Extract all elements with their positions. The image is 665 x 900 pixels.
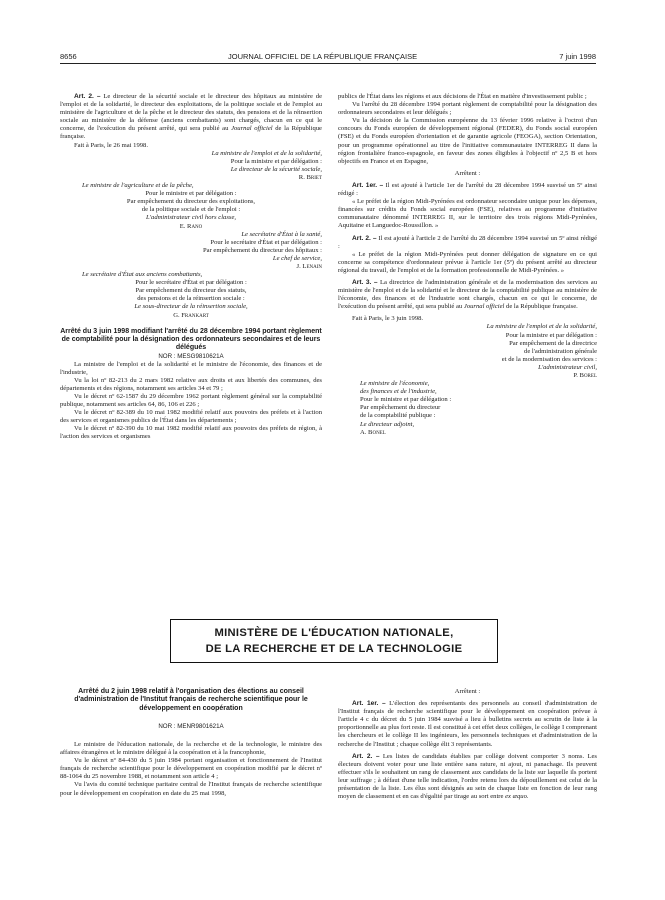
arrete-visas xyxy=(60,741,322,798)
signature-line: Par empêchement du directeur des hôpitaux : xyxy=(202,246,322,254)
paragraph: Vu le décret nº 84-430 du 5 juin 1984 portant organisation et fonctionnement de l'Institut français de recherche scientifique pour le développement en coopération modifié par le décret nº 88-1064 du 25 novembre 1988, et notamment son article 4 ; xyxy=(60,757,322,781)
signature-line: L'administrateur civil hors classe, xyxy=(145,214,237,222)
ministry-line-1: MINISTÈRE DE L'ÉDUCATION NATIONALE, xyxy=(214,627,454,639)
article-1-paragraph: Art. 1er. – Il est ajouté à l'article 1er de l'arrêté du 28 décembre 1994 susvisé un 5º ainsi rédigé : xyxy=(338,181,597,198)
signature-line: de la politique sociale et de l'emploi : xyxy=(141,206,241,214)
signature-line: La ministre de l'emploi et de la solidarité, xyxy=(486,323,597,331)
signature-line: Le chef de service, xyxy=(272,254,322,262)
done-at-line: Fait à Paris, le 3 juin 1998. xyxy=(352,315,424,323)
visas xyxy=(338,101,597,166)
signature-block xyxy=(60,150,322,320)
journal-title: JOURNAL OFFICIEL DE LA RÉPUBLIQUE FRANÇAISE xyxy=(228,52,418,61)
signature-line: E. Rano xyxy=(179,222,203,230)
signature-line: Pour la ministre et par délégation : xyxy=(230,157,322,165)
signature-line: G. Frankart xyxy=(173,311,209,319)
article-1-quote: « Le préfet de la région Midi-Pyrénées est ordonnateur secondaire unique pour les dépenses, financées sur crédits du Fonds social européen (FSE), relatives au programme d'initiative communautaire dénommé INTERREG II, sur le territoire des trois régions Midi-Pyrénées, Aquitaine et Languedoc-Roussillon. » xyxy=(338,198,597,230)
nor-reference: NOR : MESG9810621A xyxy=(158,352,224,360)
left-column-bottom xyxy=(60,688,322,798)
signature-line: Par empêchement du directeur des exploitations, xyxy=(126,198,256,206)
signature-line: Pour le ministre et par délégation : xyxy=(360,396,452,404)
article-2-paragraph: Art. 2. – Il est ajouté à l'article 2 de l'arrêté du 28 décembre 1994 susvisé un 5º ainsi rédigé : xyxy=(338,234,598,250)
signature-line: et de la modernisation des services : xyxy=(501,355,597,363)
paragraph: Vu le décret nº 82-390 du 10 mai 1982 modifié relatif aux pouvoirs des préfets de région, à l'action des services et organismes xyxy=(60,425,322,441)
signature-line: Pour le ministre et par délégation : xyxy=(145,190,237,198)
signature-line: L'administrateur civil, xyxy=(538,363,597,371)
signature-line: Le sous-directeur de la réinsertion sociale, xyxy=(134,303,248,311)
nor-reference: NOR : MENR9801621A xyxy=(158,722,224,730)
right-column-bottom xyxy=(338,688,597,801)
arrete-title: Arrêté du 2 juin 1998 relatif à l'organisation des élections au conseil d'administration de l'Institut français de recherche scientifique pour le développement en coopération xyxy=(74,688,308,712)
signature-line: La ministre de l'emploi et de la solidarité, xyxy=(211,149,322,157)
issue-date: 7 juin 1998 xyxy=(559,52,596,61)
article-1-paragraph: Art. 1er. – L'élection des représentants des personnels au conseil d'administration de l'Institut français de recherche scientifique pour le développement en coopération prévue à l'article 4 c du décret du 5 juin 1984 susvisé a lieu à bulletins secrets au scrutin de liste à la proportionnelle au plus fort reste. Il est constitué à cet effet deux collèges, le collège I comprenant les chercheurs et le collège II les ingénieurs, les personnels techniques et d'administration de la recherche de l'Institut ; chaque collège élit 3 représentants. xyxy=(338,700,597,748)
signature-line: de la comptabilité publique : xyxy=(360,412,436,420)
article-2-paragraph: Art. 2. – Les listes de candidats établies par collège doivent comporter 3 noms. Les électeurs doivent voter pour une liste entière sans rature, ni ajout, ni panachage. Ils peuvent effectuer s'ils le souhaitent un rang de classement aux candidats de la liste sur laquelle ils portent leur suffrage ; à défaut d'une telle indication, l'ordre retenu lors du dépouillement est celui de la présentation de la liste. Les élus sont désignés au sein de chaque liste en fonction de leur rang moyen de classement et en cas d'égalité par tirage au sort entre ex æquo. xyxy=(338,752,597,801)
signature-line: Le ministre de l'économie, xyxy=(360,380,430,388)
signature-line: Pour le secrétaire d'État et par délégation : xyxy=(135,279,247,287)
signature-line: Le secrétaire d'État à la santé, xyxy=(241,230,322,238)
paragraph: Vu la décision de la Commission européenne du 13 février 1996 relative à l'octroi d'un concours du Fonds européen de développement régional (FEDER), du Fonds social européen (FSE) et du Fonds européen d'orientation et de garantie agricole (FEOGA), section Orientation, pour un programme opérationnel au titre de l'initiative communautaire INTERREG II dans la région frontalière franco-espagnole, en faveur des zones éligibles à l'objectif nº 2,5 B et hors objectifs en France et en Espagne, xyxy=(338,117,597,165)
signature-line: R. Briet xyxy=(298,173,322,181)
article-2-quote: « Le préfet de la région Midi-Pyrénées peut donner délégation de signature en ce qui concerne sa compétence d'ordonnateur prévue à l'article 1er (5º) du présent arrêté au directeur régional du travail, de l'emploi et de la formation professionnelle de Midi-Pyrénées. » xyxy=(338,250,597,274)
header-rule xyxy=(60,63,596,64)
arretent-heading: Arrêtent : xyxy=(454,169,481,177)
signature-line: Par empêchement du directeur des statuts, xyxy=(135,287,247,295)
signature-line: A. Bonel xyxy=(360,428,386,436)
signature-block xyxy=(338,323,597,436)
article-2-paragraph: Art. 2. – Le directeur de la sécurité sociale et le directeur des hôpitaux au ministère de l'emploi et de la solidarité, le directeur des exploitations, de la politique sociale et de l'emploi au ministère de l'agriculture et de la pêche et le directeur des statuts, des pensions et de la réinsertion sociale au ministère de la défense (anciens combattants) sont chargés, chacun en ce qui le concerne, de l'exécution du présent arrêté, qui sera publié au Journal officiel de la République française. xyxy=(60,93,322,141)
article-3-paragraph: Art. 3. – La directrice de l'administration générale et de la modernisation des services au ministère de l'emploi et de la solidarité et le directeur de la comptabilité publique au ministère de l'économie, des finances et de l'industrie sont chargés, chacun en ce qui le concerne, de l'exécution du présent arrêté, qui sera publié au Journal officiel de la République française. xyxy=(338,278,598,311)
arretent-heading: Arrêtent : xyxy=(454,688,481,695)
paragraph: Vu le décret nº 62-1587 du 29 décembre 1962 portant règlement général sur la comptabilité publique, notamment ses articles 64, 86, 106 et 226 ; xyxy=(60,392,322,409)
signature-line: J. Lenain xyxy=(296,262,322,270)
paragraph: Vu la loi nº 82-213 du 2 mars 1982 relative aux droits et aux libertés des communes, des départements et des régions, notamment ses articles 34 et 79 ; xyxy=(60,376,322,392)
arrete-visas xyxy=(60,361,322,442)
right-column-top xyxy=(338,93,597,437)
signature-line: de l'administration générale xyxy=(524,347,597,355)
paragraph: Vu l'avis du comité technique paritaire central de l'Institut français de recherche scientifique pour le développement en coopération en date du 25 mai 1998, xyxy=(60,781,322,797)
page-number: 8656 xyxy=(60,52,77,61)
paragraph: Vu le décret nº 82-389 du 10 mai 1982 modifié relatif aux pouvoirs des préfets et à l'action des services et organismes publics de l'État dans les départements ; xyxy=(60,409,322,425)
ministry-heading-box xyxy=(170,619,498,663)
signature-line: Le ministre de l'agriculture et de la pêche, xyxy=(82,182,194,190)
continued-paragraph: publics de l'État dans les régions et aux décisions de l'État en matière d'investissement public ; xyxy=(338,93,587,100)
signature-line: des finances et de l'industrie, xyxy=(360,388,437,396)
signature-line: Par empêchement de la directrice xyxy=(509,339,597,347)
signature-line: Par empêchement du directeur xyxy=(360,404,441,412)
ministry-line-2: DE LA RECHERCHE ET DE LA TECHNOLOGIE xyxy=(205,643,463,655)
signature-line: Pour la ministre et par délégation : xyxy=(505,331,597,339)
done-at-line: Fait à Paris, le 26 mai 1998. xyxy=(74,141,148,149)
signature-line: des pensions et de la réinsertion sociale : xyxy=(137,295,245,303)
signature-line: Le directeur de la sécurité sociale, xyxy=(230,165,322,173)
paragraph: Vu l'arrêté du 28 décembre 1994 portant règlement de comptabilité pour la désignation des ordonnateurs secondaires et leur délégués ; xyxy=(338,101,597,117)
signature-line: P. Borel xyxy=(573,372,597,379)
signature-line: Pour le secrétaire d'État et par délégation : xyxy=(210,238,322,246)
arrete-title: Arrêté du 3 juin 1998 modifiant l'arrêté du 28 décembre 1994 portant règlement de comptabilité pour la désignation des ordonnateurs secondaires et de leurs délégués xyxy=(60,327,322,352)
signature-line: Le directeur adjoint, xyxy=(360,420,415,428)
left-column-top xyxy=(60,93,322,442)
paragraph: La ministre de l'emploi et de la solidarité et le ministre de l'économie, des finances et de l'industrie, xyxy=(60,360,322,376)
signature-line: Le secrétaire d'État aux anciens combattants, xyxy=(82,271,203,279)
paragraph: Le ministre de l'éducation nationale, de la recherche et de la technologie, le ministre des affaires étrangères et le ministre délégué à la coopération et à la francophonie, xyxy=(60,740,322,757)
